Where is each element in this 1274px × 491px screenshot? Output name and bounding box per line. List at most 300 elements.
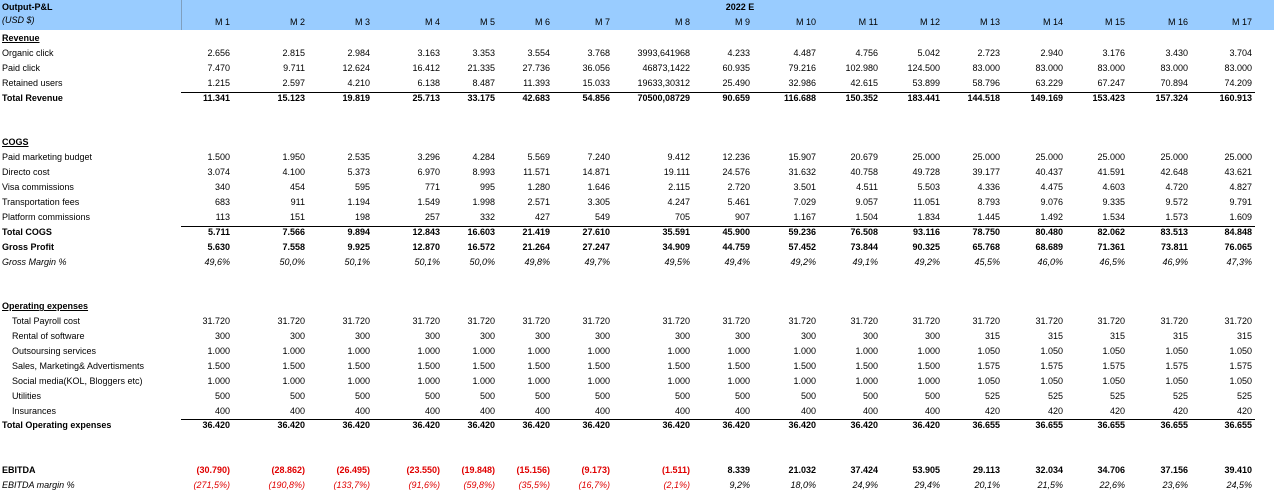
value-cell[interactable]: 1.504 xyxy=(855,211,878,222)
value-cell[interactable]: 31.632 xyxy=(788,167,816,178)
value-cell[interactable]: 3.768 xyxy=(587,47,610,58)
value-cell[interactable]: 27.610 xyxy=(582,226,610,237)
value-cell[interactable]: 49,5% xyxy=(664,256,690,267)
row-label[interactable]: Paid marketing budget xyxy=(2,152,93,163)
value-cell[interactable]: 1.000 xyxy=(347,375,370,386)
value-cell[interactable]: 34.909 xyxy=(662,241,690,252)
value-cell[interactable]: 102.980 xyxy=(845,62,878,73)
value-cell[interactable]: 32.986 xyxy=(788,77,816,88)
value-cell[interactable]: 50,1% xyxy=(344,256,370,267)
value-cell[interactable]: 500 xyxy=(354,390,370,401)
value-cell[interactable]: 83.000 xyxy=(1097,62,1125,73)
month-header[interactable]: M 17 xyxy=(1231,17,1252,27)
row-label[interactable]: Social media(KOL, Bloggers etc) xyxy=(12,375,143,386)
value-cell[interactable]: 315 xyxy=(1109,331,1125,341)
month-header[interactable]: M 10 xyxy=(795,17,816,27)
value-cell[interactable]: 45,5% xyxy=(974,256,1000,267)
value-cell[interactable]: 7.470 xyxy=(207,62,230,73)
value-cell[interactable]: 12.843 xyxy=(412,226,440,237)
value-cell[interactable]: 907 xyxy=(734,211,750,222)
value-cell[interactable]: 33.175 xyxy=(467,92,495,103)
value-cell[interactable]: 1.000 xyxy=(667,345,690,356)
value-cell[interactable]: 43.621 xyxy=(1224,167,1252,178)
value-cell[interactable]: 24,9% xyxy=(852,480,878,490)
value-cell[interactable]: 300 xyxy=(734,331,750,341)
month-header[interactable]: M 9 xyxy=(734,17,750,27)
value-cell[interactable]: 9.057 xyxy=(855,196,878,207)
value-cell[interactable]: 36.655 xyxy=(972,420,1000,431)
value-cell[interactable]: 4.100 xyxy=(282,167,305,178)
value-cell[interactable]: 19.819 xyxy=(342,92,370,103)
value-cell[interactable]: 83.513 xyxy=(1160,226,1188,237)
value-cell[interactable]: 300 xyxy=(862,331,878,341)
value-cell[interactable]: 2.720 xyxy=(727,182,750,192)
value-cell[interactable]: 150.352 xyxy=(845,92,878,103)
value-cell[interactable]: 427 xyxy=(534,211,550,222)
value-cell[interactable]: 500 xyxy=(924,390,940,401)
value-cell[interactable]: 27.736 xyxy=(522,62,550,73)
value-cell[interactable]: 25.000 xyxy=(1035,152,1063,163)
value-cell[interactable]: 2.115 xyxy=(668,182,690,192)
value-cell[interactable]: 1.050 xyxy=(1040,375,1063,386)
value-cell[interactable]: 400 xyxy=(424,405,440,416)
value-cell[interactable]: 36.655 xyxy=(1160,420,1188,431)
value-cell[interactable]: 3.704 xyxy=(1229,47,1252,58)
value-cell[interactable]: 25.000 xyxy=(1160,152,1188,163)
value-cell[interactable]: 31.720 xyxy=(1160,316,1188,327)
value-cell[interactable]: 25.713 xyxy=(412,92,440,103)
value-cell[interactable]: 11.341 xyxy=(202,92,230,103)
value-cell[interactable]: 1.575 xyxy=(1040,360,1063,371)
month-header[interactable]: M 8 xyxy=(674,17,690,27)
value-cell[interactable]: 332 xyxy=(479,211,495,222)
value-cell[interactable]: 144.518 xyxy=(967,92,1000,103)
value-cell[interactable]: 5.630 xyxy=(207,241,230,252)
value-cell[interactable]: 31.720 xyxy=(1224,316,1252,327)
value-cell[interactable]: 300 xyxy=(479,331,495,341)
value-cell[interactable]: 1.000 xyxy=(282,375,305,386)
value-cell[interactable]: 49,2% xyxy=(790,256,816,267)
value-cell[interactable]: 8.487 xyxy=(472,77,495,88)
value-cell[interactable]: 3.501 xyxy=(793,182,816,192)
value-cell[interactable]: 4.475 xyxy=(1040,182,1063,192)
value-cell[interactable]: 549 xyxy=(594,211,610,222)
value-cell[interactable]: 40.437 xyxy=(1035,167,1063,178)
value-cell[interactable]: 11.393 xyxy=(523,77,550,88)
value-cell[interactable]: 31.720 xyxy=(582,316,610,327)
value-cell[interactable]: 37.156 xyxy=(1160,465,1188,476)
value-cell[interactable]: 12.870 xyxy=(412,241,440,252)
value-cell[interactable]: 49,4% xyxy=(724,256,750,267)
value-cell[interactable]: 1.000 xyxy=(587,345,610,356)
value-cell[interactable]: 31.720 xyxy=(522,316,550,327)
value-cell[interactable]: 124.500 xyxy=(907,62,940,73)
row-label[interactable]: COGS xyxy=(2,137,29,148)
value-cell[interactable]: 31.720 xyxy=(912,316,940,327)
value-cell[interactable]: (133,7%) xyxy=(333,480,370,490)
value-cell[interactable]: 4.720 xyxy=(1165,182,1188,192)
value-cell[interactable]: 42.615 xyxy=(850,77,878,88)
value-cell[interactable]: 300 xyxy=(424,331,440,341)
value-cell[interactable]: 400 xyxy=(800,405,816,416)
value-cell[interactable]: 36.655 xyxy=(1224,420,1252,431)
value-cell[interactable]: 9,2% xyxy=(729,480,750,490)
value-cell[interactable]: 31.720 xyxy=(412,316,440,327)
value-cell[interactable]: 79.216 xyxy=(788,62,816,73)
value-cell[interactable]: 4.210 xyxy=(347,77,370,88)
value-cell[interactable]: 63.229 xyxy=(1035,77,1063,88)
value-cell[interactable]: 36.420 xyxy=(342,420,370,431)
value-cell[interactable]: 8.793 xyxy=(977,196,1000,207)
value-cell[interactable]: 3.176 xyxy=(1102,47,1125,58)
value-cell[interactable]: 595 xyxy=(354,182,370,192)
value-cell[interactable]: 21.032 xyxy=(788,465,816,476)
value-cell[interactable]: 15.907 xyxy=(788,152,816,163)
value-cell[interactable]: 525 xyxy=(1109,390,1125,401)
value-cell[interactable]: 44.759 xyxy=(722,241,750,252)
value-cell[interactable]: 54.856 xyxy=(582,92,610,103)
row-label[interactable]: Operating expenses xyxy=(2,301,89,312)
value-cell[interactable]: 3.430 xyxy=(1165,47,1188,58)
value-cell[interactable]: 25.000 xyxy=(1097,152,1125,163)
value-cell[interactable]: 59.236 xyxy=(788,226,816,237)
value-cell[interactable]: 36.056 xyxy=(582,62,610,73)
value-cell[interactable]: 1.000 xyxy=(207,345,230,356)
value-cell[interactable]: 73.811 xyxy=(1160,241,1188,252)
value-cell[interactable]: (23.550) xyxy=(406,465,440,476)
value-cell[interactable]: 1.050 xyxy=(1229,375,1252,386)
value-cell[interactable]: 683 xyxy=(214,196,230,207)
value-cell[interactable]: 420 xyxy=(1109,405,1125,416)
value-cell[interactable]: 20.679 xyxy=(850,152,878,163)
value-cell[interactable]: 525 xyxy=(984,390,1000,401)
value-cell[interactable]: 1.050 xyxy=(1040,345,1063,356)
value-cell[interactable]: 525 xyxy=(1047,390,1063,401)
value-cell[interactable]: 36.655 xyxy=(1097,420,1125,431)
value-cell[interactable]: (26.495) xyxy=(336,465,370,476)
value-cell[interactable]: 2.597 xyxy=(282,77,305,88)
value-cell[interactable]: 315 xyxy=(1047,331,1063,341)
value-cell[interactable]: 160.913 xyxy=(1219,92,1252,103)
row-label[interactable]: Revenue xyxy=(2,33,40,43)
value-cell[interactable]: 1.050 xyxy=(1165,375,1188,386)
value-cell[interactable]: 20,1% xyxy=(974,480,1000,490)
row-label[interactable]: EBITDA margin % xyxy=(2,480,75,490)
value-cell[interactable]: (28.862) xyxy=(271,465,305,476)
value-cell[interactable]: 3993,641968 xyxy=(637,47,690,58)
value-cell[interactable]: 78.750 xyxy=(972,226,1000,237)
month-header[interactable]: M 7 xyxy=(594,17,610,27)
value-cell[interactable]: 9.791 xyxy=(1229,196,1252,207)
value-cell[interactable]: 31.720 xyxy=(662,316,690,327)
row-label[interactable]: Total Operating expenses xyxy=(2,420,112,431)
row-label[interactable]: Insurances xyxy=(12,405,57,416)
value-cell[interactable]: 1.500 xyxy=(347,360,370,371)
value-cell[interactable]: 12.236 xyxy=(722,152,750,163)
value-cell[interactable]: 7.558 xyxy=(282,241,305,252)
value-cell[interactable]: 65.768 xyxy=(972,241,1000,252)
row-label[interactable]: Utilities xyxy=(12,390,42,401)
row-label[interactable]: Organic click xyxy=(2,47,54,58)
value-cell[interactable]: 1.575 xyxy=(1102,360,1125,371)
value-cell[interactable]: 83.000 xyxy=(972,62,1000,73)
month-header[interactable]: M 3 xyxy=(354,17,370,27)
value-cell[interactable]: 1.050 xyxy=(977,375,1000,386)
value-cell[interactable]: 4.603 xyxy=(1102,182,1125,192)
value-cell[interactable]: 68.689 xyxy=(1035,241,1063,252)
row-label[interactable]: Transportation fees xyxy=(2,196,80,207)
value-cell[interactable]: 9.412 xyxy=(667,152,690,163)
value-cell[interactable]: 71.361 xyxy=(1097,241,1125,252)
month-header[interactable]: M 14 xyxy=(1042,17,1063,27)
value-cell[interactable]: 50,0% xyxy=(469,256,495,267)
value-cell[interactable]: 39.177 xyxy=(972,167,1000,178)
value-cell[interactable]: 21,5% xyxy=(1037,480,1063,490)
value-cell[interactable]: 1.500 xyxy=(855,360,878,371)
value-cell[interactable]: 3.305 xyxy=(587,196,610,207)
value-cell[interactable]: 36.420 xyxy=(582,420,610,431)
value-cell[interactable]: 151 xyxy=(289,211,305,222)
value-cell[interactable]: 83.000 xyxy=(1160,62,1188,73)
value-cell[interactable]: 1.549 xyxy=(417,196,440,207)
row-label[interactable]: Outsoursing services xyxy=(12,345,97,356)
value-cell[interactable]: 400 xyxy=(214,405,230,416)
value-cell[interactable]: 53.905 xyxy=(912,465,940,476)
value-cell[interactable]: 36.420 xyxy=(412,420,440,431)
value-cell[interactable]: 1.573 xyxy=(1165,211,1188,222)
value-cell[interactable]: 49,8% xyxy=(524,256,550,267)
value-cell[interactable]: 116.688 xyxy=(783,92,816,103)
value-cell[interactable]: 1.500 xyxy=(793,360,816,371)
value-cell[interactable]: 183.441 xyxy=(907,92,940,103)
value-cell[interactable]: 1.000 xyxy=(917,345,940,356)
value-cell[interactable]: 27.247 xyxy=(582,241,610,252)
value-cell[interactable]: 1.000 xyxy=(793,375,816,386)
value-cell[interactable]: 1.500 xyxy=(472,360,495,371)
value-cell[interactable]: 1.000 xyxy=(527,345,550,356)
value-cell[interactable]: 1.167 xyxy=(793,211,816,222)
value-cell[interactable]: 3.074 xyxy=(207,167,230,178)
value-cell[interactable]: 31.720 xyxy=(788,316,816,327)
value-cell[interactable]: 149.169 xyxy=(1030,92,1063,103)
value-cell[interactable]: 83.000 xyxy=(1035,62,1063,73)
value-cell[interactable]: 31.720 xyxy=(202,316,230,327)
value-cell[interactable]: 3.163 xyxy=(417,47,440,58)
value-cell[interactable]: 82.062 xyxy=(1097,226,1125,237)
value-cell[interactable]: 4.511 xyxy=(856,182,878,192)
value-cell[interactable]: 113 xyxy=(215,211,230,222)
value-cell[interactable]: 83.000 xyxy=(1224,62,1252,73)
value-cell[interactable]: 22,6% xyxy=(1099,480,1125,490)
value-cell[interactable]: 9.894 xyxy=(347,226,370,237)
value-cell[interactable]: 1.000 xyxy=(793,345,816,356)
value-cell[interactable]: 11.571 xyxy=(523,167,550,178)
value-cell[interactable]: 2.723 xyxy=(977,47,1000,58)
value-cell[interactable]: 49,1% xyxy=(852,256,878,267)
value-cell[interactable]: 157.324 xyxy=(1155,92,1188,103)
value-cell[interactable]: 1.500 xyxy=(207,360,230,371)
value-cell[interactable]: 93.116 xyxy=(912,226,940,237)
value-cell[interactable]: 7.029 xyxy=(793,196,816,207)
value-cell[interactable]: 1.575 xyxy=(1229,360,1252,371)
value-cell[interactable]: 300 xyxy=(674,331,690,341)
value-cell[interactable]: 525 xyxy=(1172,390,1188,401)
value-cell[interactable]: 70500,08729 xyxy=(637,92,690,103)
month-header[interactable]: M 11 xyxy=(858,17,878,27)
value-cell[interactable]: 34.706 xyxy=(1097,465,1125,476)
value-cell[interactable]: 76.065 xyxy=(1224,241,1252,252)
value-cell[interactable]: 1.500 xyxy=(917,360,940,371)
value-cell[interactable]: 16.603 xyxy=(467,226,495,237)
unit-label[interactable]: (USD $) xyxy=(2,15,35,25)
value-cell[interactable]: 80.480 xyxy=(1035,226,1063,237)
value-cell[interactable]: 4.336 xyxy=(977,182,1000,192)
value-cell[interactable]: 36.420 xyxy=(662,420,690,431)
value-cell[interactable]: 9.335 xyxy=(1102,196,1125,207)
value-cell[interactable]: 49.728 xyxy=(912,167,940,178)
value-cell[interactable]: 454 xyxy=(289,182,305,192)
value-cell[interactable]: 5.711 xyxy=(207,226,230,237)
value-cell[interactable]: 5.503 xyxy=(917,182,940,192)
value-cell[interactable]: 500 xyxy=(862,390,878,401)
value-cell[interactable]: 500 xyxy=(534,390,550,401)
row-label[interactable]: EBITDA xyxy=(2,465,36,476)
row-label[interactable]: Gross Profit xyxy=(2,241,55,252)
value-cell[interactable]: 2.571 xyxy=(527,196,550,207)
value-cell[interactable]: 37.424 xyxy=(850,465,878,476)
value-cell[interactable]: (35,5%) xyxy=(518,480,550,490)
value-cell[interactable]: 24.576 xyxy=(722,167,750,178)
value-cell[interactable]: 1.445 xyxy=(977,211,1000,222)
value-cell[interactable]: 36.420 xyxy=(912,420,940,431)
value-cell[interactable]: 58.796 xyxy=(972,77,1000,88)
value-cell[interactable]: 90.325 xyxy=(912,241,940,252)
value-cell[interactable]: 49,6% xyxy=(204,256,230,267)
value-cell[interactable]: 1.050 xyxy=(1102,375,1125,386)
value-cell[interactable]: 6.970 xyxy=(417,167,440,178)
value-cell[interactable]: 5.569 xyxy=(527,152,550,163)
value-cell[interactable]: 300 xyxy=(289,331,305,341)
value-cell[interactable]: 1.500 xyxy=(417,360,440,371)
value-cell[interactable]: 400 xyxy=(594,405,610,416)
value-cell[interactable]: 31.720 xyxy=(1035,316,1063,327)
value-cell[interactable]: 1.646 xyxy=(587,182,610,192)
value-cell[interactable]: 2.535 xyxy=(347,152,370,163)
value-cell[interactable]: 1.194 xyxy=(347,196,370,207)
value-cell[interactable]: (15.156) xyxy=(516,465,550,476)
value-cell[interactable]: 1.500 xyxy=(587,360,610,371)
value-cell[interactable]: 300 xyxy=(594,331,610,341)
value-cell[interactable]: 4.827 xyxy=(1229,182,1252,192)
value-cell[interactable]: 1.000 xyxy=(417,375,440,386)
value-cell[interactable]: 500 xyxy=(289,390,305,401)
value-cell[interactable]: 3.296 xyxy=(417,152,440,163)
value-cell[interactable]: 8.993 xyxy=(472,167,495,178)
value-cell[interactable]: 771 xyxy=(424,182,440,192)
value-cell[interactable]: 42.648 xyxy=(1160,167,1188,178)
value-cell[interactable]: 7.240 xyxy=(587,152,610,163)
row-label[interactable]: Total Revenue xyxy=(2,92,63,103)
value-cell[interactable]: (2,1%) xyxy=(663,480,690,490)
value-cell[interactable]: 4.284 xyxy=(472,152,495,163)
value-cell[interactable]: 21.264 xyxy=(522,241,550,252)
value-cell[interactable]: 25.000 xyxy=(1224,152,1252,163)
value-cell[interactable]: 500 xyxy=(424,390,440,401)
value-cell[interactable]: 21.335 xyxy=(467,62,495,73)
row-label[interactable]: Directo cost xyxy=(2,167,50,178)
value-cell[interactable]: 1.575 xyxy=(977,360,1000,371)
value-cell[interactable]: 4.247 xyxy=(667,196,690,207)
value-cell[interactable]: 84.848 xyxy=(1224,226,1252,237)
month-header[interactable]: M 1 xyxy=(214,17,230,27)
value-cell[interactable]: 31.720 xyxy=(722,316,750,327)
value-cell[interactable]: 1.834 xyxy=(917,211,940,222)
value-cell[interactable]: 4.487 xyxy=(793,47,816,58)
value-cell[interactable]: (1.511) xyxy=(661,465,690,476)
value-cell[interactable]: 500 xyxy=(594,390,610,401)
value-cell[interactable]: 1.280 xyxy=(527,182,550,192)
value-cell[interactable]: 1.500 xyxy=(282,360,305,371)
value-cell[interactable]: 50,0% xyxy=(279,256,305,267)
value-cell[interactable]: 315 xyxy=(984,331,1000,341)
value-cell[interactable]: 420 xyxy=(1172,405,1188,416)
value-cell[interactable]: 4.233 xyxy=(727,47,750,58)
value-cell[interactable]: 1.000 xyxy=(667,375,690,386)
value-cell[interactable]: 340 xyxy=(214,182,230,192)
value-cell[interactable]: 36.420 xyxy=(850,420,878,431)
value-cell[interactable]: 90.659 xyxy=(722,92,750,103)
value-cell[interactable]: 500 xyxy=(214,390,230,401)
value-cell[interactable]: 500 xyxy=(734,390,750,401)
value-cell[interactable]: 8.339 xyxy=(727,465,750,476)
month-header[interactable]: M 2 xyxy=(289,17,305,27)
month-header[interactable]: M 5 xyxy=(479,17,495,27)
value-cell[interactable]: 1.000 xyxy=(855,375,878,386)
value-cell[interactable]: 1.534 xyxy=(1102,211,1125,222)
value-cell[interactable]: 5.042 xyxy=(917,47,940,58)
value-cell[interactable]: 31.720 xyxy=(342,316,370,327)
value-cell[interactable]: 500 xyxy=(479,390,495,401)
value-cell[interactable]: 315 xyxy=(1236,331,1252,341)
value-cell[interactable]: 4.756 xyxy=(855,47,878,58)
value-cell[interactable]: 400 xyxy=(479,405,495,416)
row-label[interactable]: Retained users xyxy=(2,77,63,88)
value-cell[interactable]: 1.050 xyxy=(1165,345,1188,356)
value-cell[interactable]: 1.000 xyxy=(207,375,230,386)
value-cell[interactable]: 400 xyxy=(354,405,370,416)
value-cell[interactable]: 7.566 xyxy=(282,226,305,237)
value-cell[interactable]: 9.925 xyxy=(347,241,370,252)
value-cell[interactable]: 400 xyxy=(924,405,940,416)
value-cell[interactable]: 1.000 xyxy=(417,345,440,356)
month-header[interactable]: M 6 xyxy=(534,17,550,27)
value-cell[interactable]: 1.000 xyxy=(282,345,305,356)
month-header[interactable]: M 16 xyxy=(1167,17,1188,27)
value-cell[interactable]: 74.209 xyxy=(1224,77,1252,88)
value-cell[interactable]: 1.000 xyxy=(917,375,940,386)
value-cell[interactable]: 1.492 xyxy=(1040,211,1063,222)
value-cell[interactable]: 47,3% xyxy=(1226,256,1252,267)
row-label[interactable]: Sales, Marketing& Advertisments xyxy=(12,360,145,371)
month-header[interactable]: M 12 xyxy=(919,17,940,27)
value-cell[interactable]: 25.000 xyxy=(972,152,1000,163)
value-cell[interactable]: 1.500 xyxy=(727,360,750,371)
value-cell[interactable]: 300 xyxy=(800,331,816,341)
value-cell[interactable]: 1.500 xyxy=(527,360,550,371)
value-cell[interactable]: 1.050 xyxy=(1102,345,1125,356)
value-cell[interactable]: 300 xyxy=(924,331,940,341)
value-cell[interactable]: 420 xyxy=(1236,405,1252,416)
